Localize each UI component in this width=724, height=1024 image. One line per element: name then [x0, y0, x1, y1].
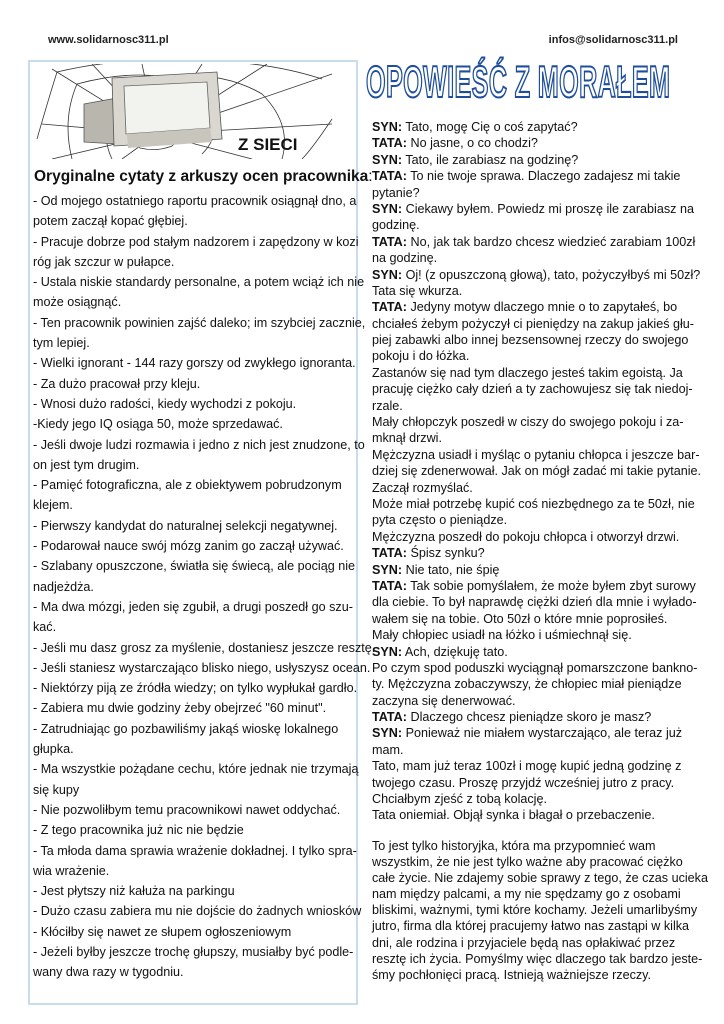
- dialog-line: [372, 185, 702, 201]
- story-dialog: [372, 119, 702, 824]
- dialog-text: chciałeś żebym pożyczył ci pieniędzy na zakup jakieś głu-: [372, 316, 694, 331]
- dialog-text: Ciekawy byłem. Powiedz mi proszę ile zarabiasz na: [402, 201, 694, 216]
- quote-line: się kupy: [33, 782, 80, 797]
- email-link[interactable]: infos@solidarnosc311.pl: [548, 34, 678, 46]
- moral-line: resztę ich życia. Pomyślmy więc dlaczego tak bardzo jeste-: [372, 951, 703, 966]
- dialog-text: Ach, dziękuję tato.: [402, 644, 508, 659]
- quote-line: - Ma wszystkie pożądane cechu, które jednak nie trzymają: [33, 762, 359, 777]
- quote-line: może osiągnąć.: [33, 295, 122, 310]
- dialog-line: [372, 119, 702, 135]
- moral-line: bliskimi, ważnymi, tymi które kochamy. Jeżeli umarlibyśmy: [372, 903, 698, 918]
- dialog-text: Nie tato, nie śpię: [402, 562, 500, 577]
- story-moral: [372, 838, 708, 983]
- quote-line: - Zatrudniając go pozbawiliśmy jakąś wioskę lokalnego: [33, 721, 339, 736]
- quote-line: - Jeśli mu dasz grosz za myślenie, dostaniesz jeszcze resztę.: [33, 640, 376, 655]
- dialog-text: rzale.: [372, 398, 403, 413]
- dialog-text: Dlaczego chcesz pieniądze skoro je masz?: [406, 710, 652, 725]
- quote-line: - Zabiera mu dwie godziny żeby obejrzeć "60 minut".: [33, 701, 327, 716]
- quote-line: klejem.: [33, 498, 73, 513]
- speaker-label: SYN:: [372, 726, 403, 741]
- dialog-line: [372, 299, 702, 315]
- dialog-line: [372, 807, 702, 823]
- quotes-list: [33, 191, 376, 983]
- quote-line: - Wnosi dużo radości, kiedy wychodzi z pokoju.: [33, 396, 297, 411]
- moral-line: To jest tylko historyjka, która ma przypomnieć wam: [372, 839, 656, 853]
- dialog-text: Zaczął rozmyślać.: [372, 480, 473, 495]
- dialog-line: [372, 447, 702, 463]
- dialog-text: pracuję ciężko cały dzień a ty zachowujesz się tak niedoj-: [372, 382, 693, 397]
- dialog-text: na godzinę.: [372, 251, 438, 266]
- dialog-line: [372, 217, 702, 233]
- dialog-text: Chciałbym zjeść z tobą kolację.: [372, 792, 547, 807]
- quote-line: - Od mojego ostatniego raportu pracownik osiągnął dno, a: [33, 194, 357, 208]
- dialog-line: [372, 283, 702, 299]
- quote-line: - Jest płytszy niż kałuża na parkingu: [33, 884, 235, 899]
- dialog-line: [372, 791, 702, 807]
- quote-line: - Szlabany opuszczone, światła się świecą, ale pociąg nie: [33, 559, 356, 574]
- quote-line: - Pamięć fotograficzna, ale z obiektywem pobrudzonym: [33, 478, 342, 493]
- dialog-text: Tato, ile zarabiasz na godzinę?: [402, 152, 579, 167]
- quote-line: - Kłóciłby się nawet ze słupem ogłoszeniowym: [33, 924, 292, 939]
- dialog-text: Śpisz synku?: [406, 546, 485, 561]
- dialog-line: [372, 152, 702, 168]
- dialog-line: [372, 135, 702, 151]
- dialog-text: Mężczyzna poszedł do pokoju chłopca i otworzył drzwi.: [372, 529, 680, 544]
- quote-line: kać.: [33, 620, 57, 635]
- dialog-text: No, jak tak bardzo chcesz wiedzieć zarabiam 100zł: [406, 234, 696, 249]
- dialog-text: Zastanów się nad tym dlaczego jesteś takim egoistą. Ja: [372, 365, 683, 380]
- dialog-line: [372, 545, 702, 561]
- quote-line: tym lepiej.: [33, 336, 90, 351]
- speaker-label: TATA:: [372, 136, 407, 151]
- dialog-line: [372, 562, 702, 578]
- dialog-text: Mały chłopczyk poszedł w ciszy do swojego pokoju i za-: [372, 415, 684, 430]
- speaker-label: SYN:: [372, 644, 403, 659]
- speaker-label: TATA:: [372, 169, 407, 184]
- dialog-line: [372, 496, 702, 512]
- dialog-text: pokoju i do łóżka.: [372, 349, 470, 364]
- dialog-line: [372, 250, 702, 266]
- dialog-line: [372, 627, 702, 643]
- quote-line: -Kiedy jego IQ osiąga 50, może sprzedawać.: [33, 417, 283, 432]
- quote-line: - Nie pozwoliłbym temu pracownikowi nawet oddychać.: [33, 802, 341, 817]
- quote-line: wany dwa razy w tygodniu.: [33, 965, 184, 980]
- dialog-line: [372, 594, 702, 610]
- speaker-label: SYN:: [372, 120, 403, 134]
- dialog-line: [372, 709, 702, 725]
- speaker-label: SYN:: [372, 562, 403, 577]
- quote-line: - Ten pracownik powinien zajść daleko; im szybciej zacznie,: [33, 315, 366, 330]
- quote-line: - Ta młoda dama sprawia wrażenie dokładnej. I tylko spra-: [33, 843, 357, 858]
- website-link[interactable]: www.solidarnosc311.pl: [48, 34, 169, 46]
- dialog-line: [372, 775, 702, 791]
- dialog-line: [372, 512, 702, 528]
- quote-line: - Za dużo pracował przy kleju.: [33, 376, 201, 391]
- monitor-spiderweb-illustration: [32, 64, 354, 159]
- dialog-text: Tata się wkurza.: [372, 283, 463, 298]
- dialog-line: [372, 365, 702, 381]
- quote-line: - Ma dwa mózgi, jeden się zgubił, a drugi poszedł go szu-: [33, 599, 353, 614]
- dialog-text: Może miał potrzebę kupić coś niezbędnego za te 50zł, nie: [372, 496, 695, 511]
- dialog-text: To nie twoje sprawa. Dlaczego zadajesz mi takie: [406, 169, 681, 184]
- dialog-line: [372, 529, 702, 545]
- dialog-text: Tato, mam już teraz 100zł i mogę kupić jedną godzinę z: [372, 759, 682, 774]
- dialog-text: zaczyna się denerwować.: [372, 693, 516, 708]
- dialog-line: [372, 725, 702, 741]
- dialog-line: [372, 693, 702, 709]
- dialog-text: wałem się na tobie. Oto 50zł o które mnie poprosiłeś.: [372, 611, 668, 626]
- speaker-label: TATA:: [372, 578, 407, 593]
- dialog-line: [372, 660, 702, 676]
- heading-colon: :: [368, 168, 373, 185]
- heading-text: Oryginalne cytaty z arkuszy ocen pracownika: [34, 168, 369, 185]
- dialog-text: godzinę.: [372, 218, 420, 233]
- dialog-line: [372, 267, 702, 283]
- dialog-text: piej zabawki albo innej bezsensownej rzeczy do swojego: [372, 333, 689, 348]
- quote-line: - Dużo czasu zabiera mu nie dojście do żadnych wniosków: [33, 904, 362, 919]
- dialog-text: pytanie?: [372, 185, 420, 200]
- dialog-text: mknął drzwi.: [372, 431, 442, 446]
- dialog-text: Mężczyzna usiadł i myśląc o pytaniu chłopca i jeszcze bar-: [372, 447, 700, 462]
- speaker-label: SYN:: [372, 201, 403, 216]
- dialog-line: [372, 168, 702, 184]
- moral-line: śmy pochłonięci pracą. Istnieją ważniejsze rzeczy.: [372, 967, 652, 982]
- moral-line: dni, ale rodzina i przyjaciele będą nas opłakiwać przez: [372, 935, 676, 950]
- dialog-text: twojego czasu. Proszę przyjdź wcześniej jutro z pracy.: [372, 775, 675, 790]
- quote-line: nadjeżdża.: [33, 579, 94, 594]
- quote-line: - Ustala niskie standardy personalne, a potem wciąż ich nie: [33, 275, 365, 290]
- dialog-text: Mały chłopiec usiadł na łóżko i uśmiechnął się.: [372, 628, 632, 643]
- story-title-text: OPOWIEŚĆ Z MORAŁEM: [366, 58, 671, 108]
- speaker-label: SYN:: [372, 152, 403, 167]
- dialog-text: Oj! (z opuszczoną głową), tato, pożyczyłbyś mi 50zł?: [402, 267, 701, 282]
- speaker-label: TATA:: [372, 546, 407, 561]
- dialog-text: Tata oniemiał. Objął synka i błagał o przebaczenie.: [372, 808, 655, 823]
- quote-line: - Podarował nauce swój mózg zanim go zaczął używać.: [33, 539, 344, 554]
- quote-line: on jest tym drugim.: [33, 457, 140, 472]
- moral-line: nam między palcami, a my nie spędzamy go z osobami: [372, 887, 681, 902]
- quote-line: głupka.: [33, 742, 74, 757]
- dialog-line: [372, 611, 702, 627]
- dialog-line: [372, 644, 702, 660]
- dialog-text: No jasne, o co chodzi?: [406, 136, 538, 151]
- quote-line: - Pracuje dobrze pod stałym nadzorem i zapędzony w kozi: [33, 234, 359, 249]
- dialog-line: [372, 332, 702, 348]
- quote-line: potem zaczął kopać głębiej.: [33, 214, 188, 229]
- dialog-text: Tak sobie pomyślałem, że może byłem zbyt surowy: [406, 578, 696, 593]
- dialog-line: [372, 578, 702, 594]
- dialog-line: [372, 463, 702, 479]
- moral-line: wszystkim, że nie jest tylko ważne aby pracować ciężko: [372, 855, 683, 870]
- dialog-line: [372, 201, 702, 217]
- dialog-text: Ponieważ nie miałem wystarczająco, ale teraz już: [402, 726, 683, 741]
- story-title: [366, 58, 706, 110]
- quote-line: - Niektórzy piją ze źródła wiedzy; on tylko wypłukał gardło.: [33, 681, 358, 696]
- dialog-line: [372, 414, 702, 430]
- dialog-text: dziej się zdenerwował. Jak on mógł zadać mi takie pytanie.: [372, 464, 701, 479]
- speaker-label: TATA:: [372, 234, 407, 249]
- dialog-text: dla ciebie. To był naprawdę ciężki dzień dla mnie i wyłado-: [372, 595, 697, 610]
- dialog-text: Jedyny motyw dlaczego mnie o to zapytałeś, bo: [406, 300, 678, 315]
- quotes-panel: [28, 60, 376, 1005]
- quote-line: róg jak szczur w pułapce.: [33, 254, 175, 269]
- dialog-line: [372, 398, 702, 414]
- dialog-text: Tato, mogę Cię o coś zapytać?: [402, 120, 578, 134]
- quote-line: - Jeśli dwoje ludzi rozmawia i jedno z nich jest znudzone, to: [33, 437, 365, 452]
- dialog-text: mam.: [372, 742, 404, 757]
- monitor-icon: [84, 72, 222, 148]
- image-label: Z SIECI: [238, 135, 298, 154]
- quotes-heading: [34, 168, 373, 186]
- quote-line: - Z tego pracownika już nic nie będzie: [33, 823, 244, 838]
- dialog-line: [372, 234, 702, 250]
- dialog-line: [372, 430, 702, 446]
- dialog-text: pyta często o pieniądze.: [372, 513, 508, 528]
- dialog-line: [372, 742, 702, 758]
- quote-line: - Wielki ignorant - 144 razy gorszy od zwykłego ignoranta.: [33, 356, 356, 371]
- dialog-line: [372, 676, 702, 692]
- dialog-line: [372, 348, 702, 364]
- dialog-line: [372, 381, 702, 397]
- speaker-label: SYN:: [372, 267, 403, 282]
- quote-line: wia wrażenie.: [33, 863, 110, 878]
- dialog-text: Po czym spod poduszki wyciągnął pomarszczone bankno-: [372, 660, 698, 675]
- speaker-label: TATA:: [372, 300, 407, 315]
- moral-line: jutro, firma dla której pracujemy łatwo nas zastąpi w kilka: [372, 919, 690, 934]
- quote-line: - Jeżeli byłby jeszcze trochę głupszy, musiałby być podle-: [33, 944, 354, 959]
- dialog-text: ty. Mężczyzna zobaczywszy, że chłopiec miał pieniądze: [372, 677, 682, 692]
- quote-line: - Pierwszy kandydat do naturalnej selekcji negatywnej.: [33, 518, 338, 533]
- quote-line: - Jeśli staniesz wystarczająco blisko niego, usłyszysz ocean.: [33, 660, 371, 675]
- moral-line: całe życie. Nie zdajemy sobie sprawy z tego, że czas ucieka: [372, 871, 708, 886]
- dialog-line: [372, 480, 702, 496]
- dialog-line: [372, 758, 702, 774]
- dialog-line: [372, 316, 702, 332]
- speaker-label: TATA:: [372, 710, 407, 725]
